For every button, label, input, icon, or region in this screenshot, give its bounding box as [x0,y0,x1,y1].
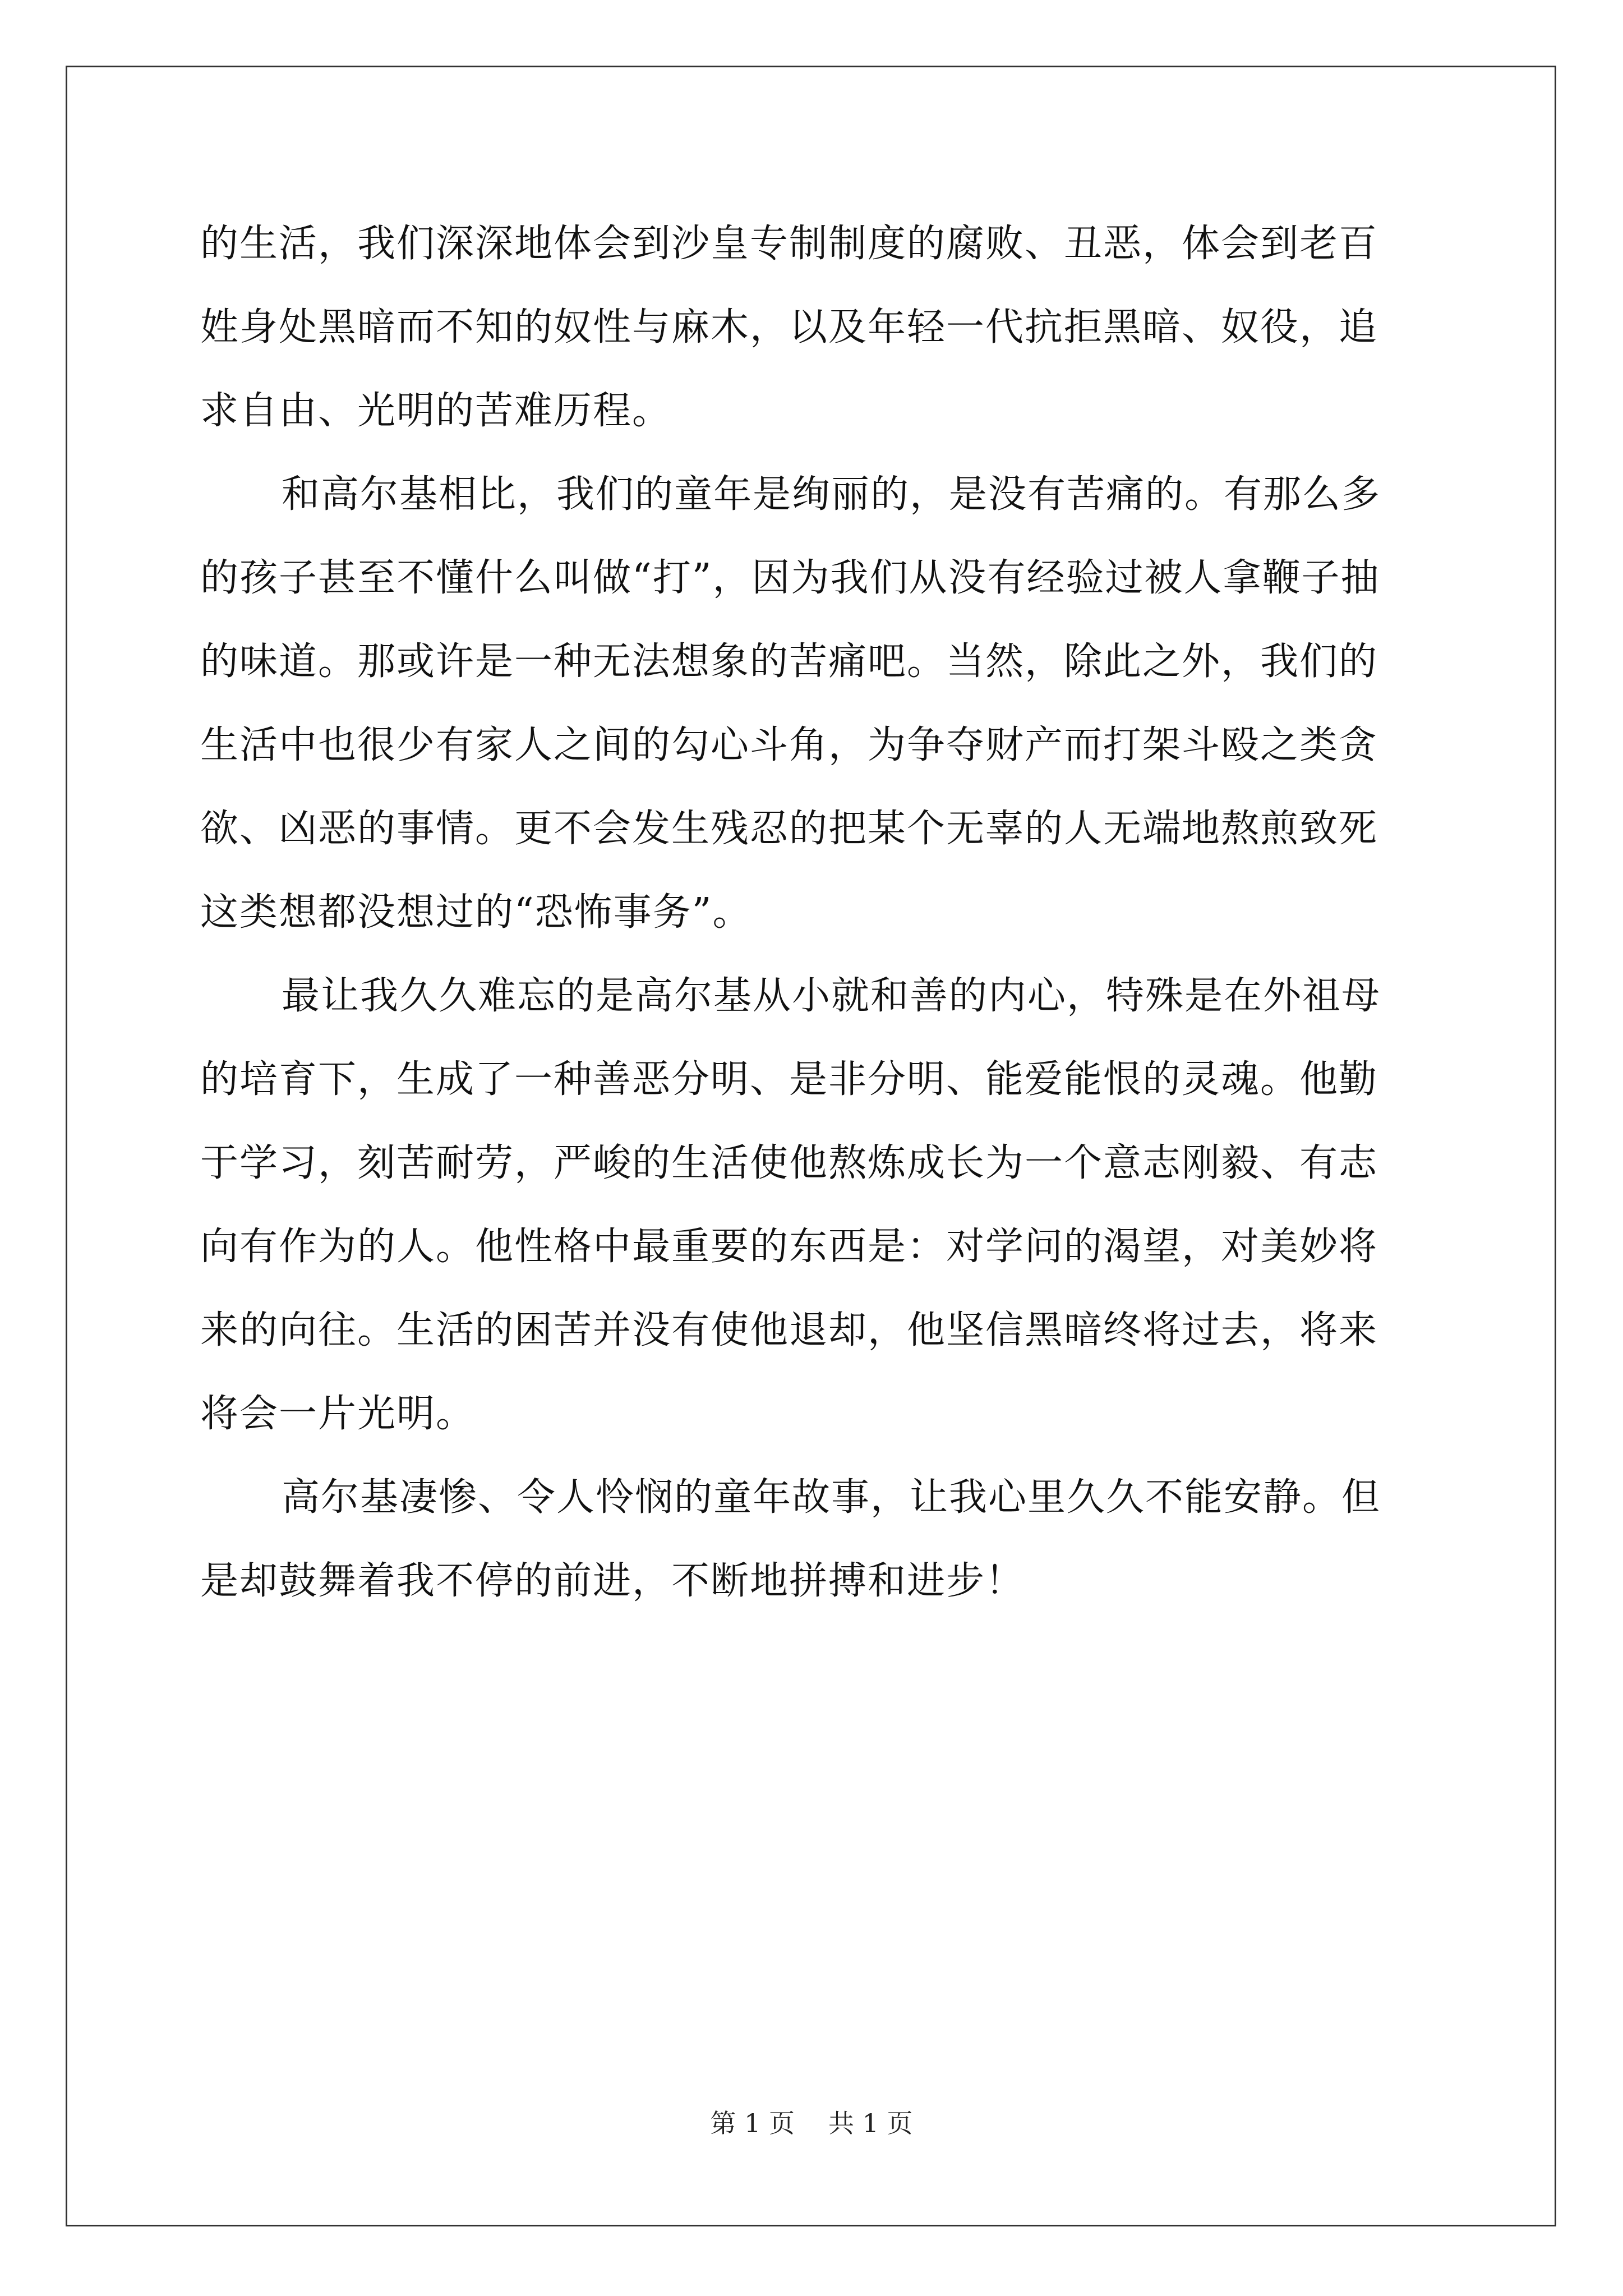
paragraph-conclusion [200,1456,1423,1623]
text-line: 高尔基凄惨、令人怜悯的童年故事，让我心里久久不能安静。但 [282,1475,1381,1520]
text-line: 姓身处黑暗而不知的奴性与麻木，以及年轻一代抗拒黑暗、奴役，追 [200,305,1378,349]
text-line: 这类想都没想过的“恐怖事务”。 [200,890,752,935]
text-line: 的孩子甚至不懂什么叫做“打”，因为我们从没有经验过被人拿鞭子抽 [200,556,1380,600]
text-line: 生活中也很少有家人之间的勾心斗角，为争夺财产而打架斗殴之类贪 [200,723,1378,767]
text-line: 向有作为的人。他性格中最重要的东西是：对学问的渴望，对美妙将 [200,1225,1378,1269]
text-line: 来的向往。生活的困苦并没有使他退却，他坚信黑暗终将过去，将来 [200,1308,1378,1352]
text-line: 和高尔基相比，我们的童年是绚丽的，是没有苦痛的。有那么多 [282,472,1381,517]
text-line: 最让我久久难忘的是高尔基从小就和善的内心，特殊是在外祖母 [282,974,1381,1018]
page-total: 共 1 页 [828,2108,913,2138]
paragraph-comparison [200,453,1423,954]
text-line: 于学习，刻苦耐劳，严峻的生活使他熬炼成长为一个意志刚毅、有志 [200,1141,1378,1185]
text-line: 的味道。那或许是一种无法想象的苦痛吧。当然，除此之外，我们的 [200,639,1378,684]
paragraph-memorable [200,954,1423,1456]
paragraph-continuation [200,202,1423,453]
text-line: 的生活，我们深深地体会到沙皇专制制度的腐败、丑恶，体会到老百 [200,222,1378,266]
text-line: 是却鼓舞着我不停的前进，不断地拼搏和进步！ [200,1559,1025,1603]
text-line: 将会一片光明。 [200,1392,476,1436]
text-line: 欲、凶恶的事情。更不会发生残忍的把某个无辜的人无端地熬煎致死 [200,807,1378,851]
page-footer [0,2106,1623,2140]
page-number: 第 1 页 [710,2108,795,2138]
document-body [200,202,1423,1623]
text-line: 求自由、光明的苦难历程。 [200,389,672,433]
text-line: 的培育下，生成了一种善恶分明、是非分明、能爱能恨的灵魂。他勤 [200,1057,1378,1102]
